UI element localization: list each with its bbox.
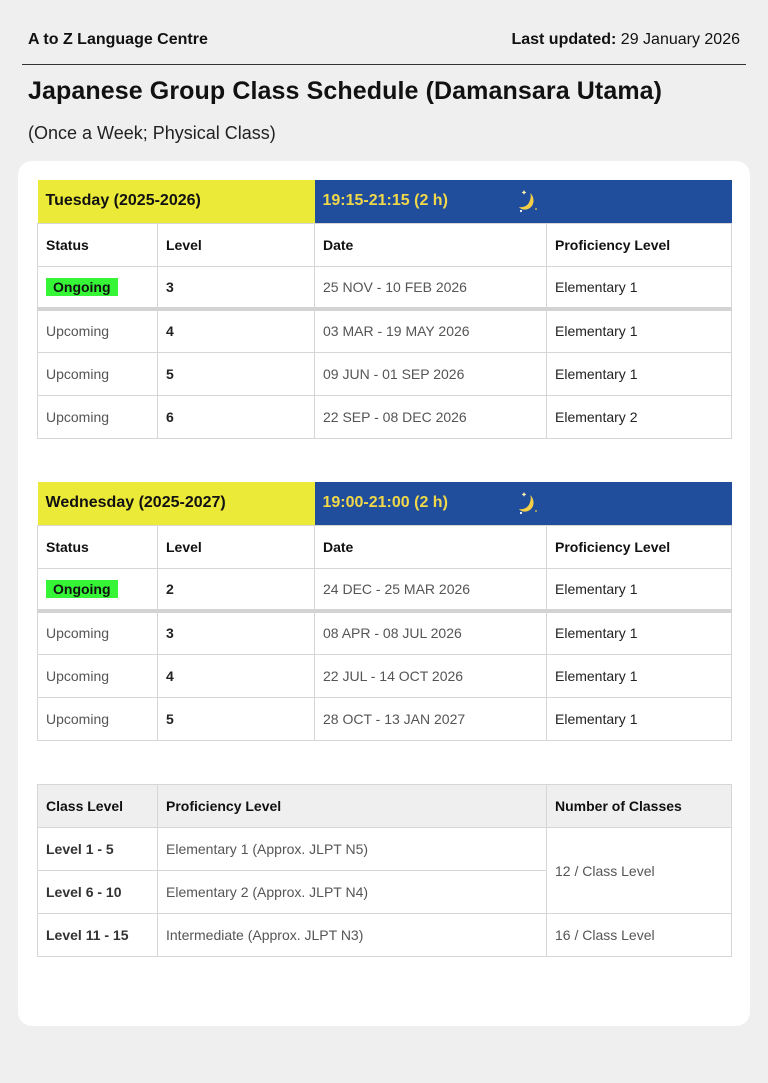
proficiency-cell: Elementary 1 (547, 697, 732, 740)
status-cell: Upcoming (38, 697, 158, 740)
date-cell: 03 MAR - 19 MAY 2026 (315, 309, 547, 352)
last-updated (511, 31, 740, 49)
last-updated-label: Last updated: (511, 31, 617, 48)
header-divider (22, 64, 746, 65)
table-row (38, 568, 732, 611)
proficiency-cell: Elementary 1 (547, 309, 732, 352)
level-cell: 6 (158, 395, 315, 438)
col-date: Date (315, 525, 547, 568)
date-cell: 25 NOV - 10 FEB 2026 (315, 266, 547, 309)
table-row (38, 697, 732, 740)
status-cell: Upcoming (38, 395, 158, 438)
date-cell: 08 APR - 08 JUL 2026 (315, 611, 547, 654)
wednesday-schedule-table (37, 482, 732, 741)
time-label: 19:15-21:15 (2 h) (322, 192, 448, 210)
time-slot (315, 482, 732, 525)
table-row (38, 395, 732, 438)
level-cell: 5 (158, 352, 315, 395)
status-cell (38, 568, 158, 611)
proficiency-cell: Elementary 2 (547, 395, 732, 438)
proficiency-cell: Elementary 1 (547, 611, 732, 654)
schedule-card (18, 161, 750, 1026)
col-level: Level (158, 525, 315, 568)
table-row (38, 266, 732, 309)
moon-icon (515, 489, 541, 517)
status-badge-ongoing: Ongoing (46, 278, 118, 296)
time-slot (315, 180, 732, 223)
level-cell: 3 (158, 611, 315, 654)
col-proficiency: Proficiency Level (158, 785, 547, 828)
column-headers (38, 785, 732, 828)
date-cell: 22 SEP - 08 DEC 2026 (315, 395, 547, 438)
class-level-cell: Level 1 - 5 (38, 828, 158, 871)
column-headers (38, 525, 732, 568)
moon-icon (515, 187, 541, 215)
top-bar (28, 29, 740, 51)
proficiency-cell: Elementary 1 (547, 266, 732, 309)
status-cell: Upcoming (38, 309, 158, 352)
status-cell: Upcoming (38, 352, 158, 395)
table-row (38, 828, 732, 871)
table-row (38, 654, 732, 697)
number-of-classes-cell: 12 / Class Level (547, 828, 732, 914)
proficiency-cell: Elementary 1 (547, 654, 732, 697)
class-level-cell: Level 11 - 15 (38, 914, 158, 957)
page-title: Japanese Group Class Schedule (Damansara Utama) (28, 77, 663, 105)
date-cell: 28 OCT - 13 JAN 2027 (315, 697, 547, 740)
col-date: Date (315, 223, 547, 266)
table-row (38, 611, 732, 654)
day-label: Tuesday (2025-2026) (38, 180, 315, 223)
time-label: 19:00-21:00 (2 h) (322, 494, 448, 512)
status-cell (38, 266, 158, 309)
col-class-level: Class Level (38, 785, 158, 828)
level-cell: 4 (158, 654, 315, 697)
proficiency-cell: Elementary 1 (547, 568, 732, 611)
col-status: Status (38, 525, 158, 568)
proficiency-cell: Intermediate (Approx. JLPT N3) (158, 914, 547, 957)
level-cell: 3 (158, 266, 315, 309)
col-status: Status (38, 223, 158, 266)
schedule-header (38, 180, 732, 223)
table-row (38, 914, 732, 957)
levels-reference-table (37, 784, 732, 957)
proficiency-cell: Elementary 2 (Approx. JLPT N4) (158, 871, 547, 914)
level-cell: 5 (158, 697, 315, 740)
table-row (38, 309, 732, 352)
level-cell: 4 (158, 309, 315, 352)
day-label: Wednesday (2025-2027) (38, 482, 315, 525)
status-badge-ongoing: Ongoing (46, 580, 118, 598)
class-level-cell: Level 6 - 10 (38, 871, 158, 914)
status-cell: Upcoming (38, 654, 158, 697)
proficiency-cell: Elementary 1 (Approx. JLPT N5) (158, 828, 547, 871)
brand-name: A to Z Language Centre (28, 31, 208, 48)
last-updated-value: 29 January 2026 (620, 31, 740, 48)
col-proficiency: Proficiency Level (547, 525, 732, 568)
col-number-of-classes: Number of Classes (547, 785, 732, 828)
date-cell: 24 DEC - 25 MAR 2026 (315, 568, 547, 611)
page-subtitle: (Once a Week; Physical Class) (28, 123, 276, 143)
column-headers (38, 223, 732, 266)
date-cell: 22 JUL - 14 OCT 2026 (315, 654, 547, 697)
proficiency-cell: Elementary 1 (547, 352, 732, 395)
col-proficiency: Proficiency Level (547, 223, 732, 266)
date-cell: 09 JUN - 01 SEP 2026 (315, 352, 547, 395)
status-cell: Upcoming (38, 611, 158, 654)
schedule-header (38, 482, 732, 525)
number-of-classes-cell: 16 / Class Level (547, 914, 732, 957)
level-cell: 2 (158, 568, 315, 611)
table-row (38, 352, 732, 395)
col-level: Level (158, 223, 315, 266)
tuesday-schedule-table (37, 180, 732, 439)
